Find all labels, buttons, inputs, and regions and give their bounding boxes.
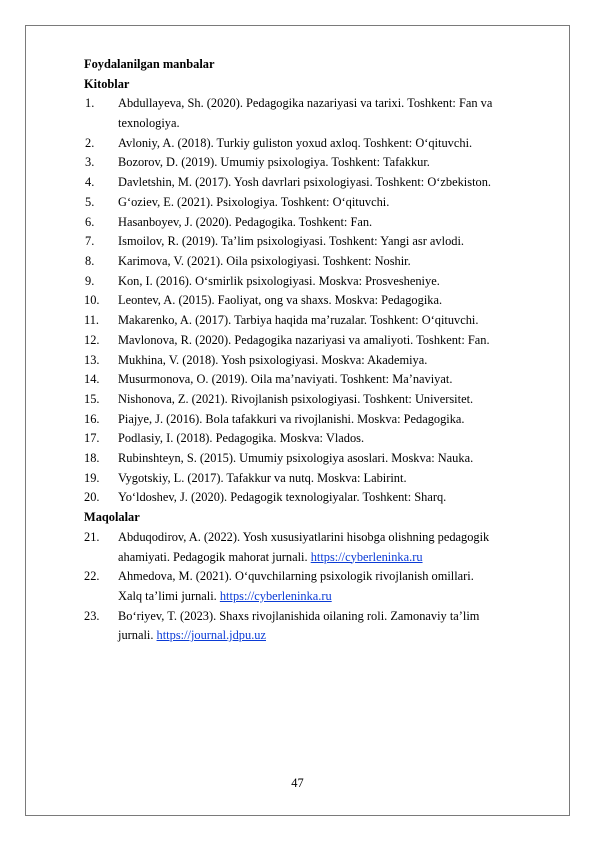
reference-text: Podlasiy, I. (2018). Pedagogika. Moskva: Vlados. xyxy=(118,431,365,446)
reference-text: Mukhina, V. (2018). Yosh psixologiyasi. Moskva: Akademiya. xyxy=(118,352,428,367)
reference-item xyxy=(84,94,548,133)
reference-item xyxy=(84,410,548,430)
reference-text: Ahmedova, M. (2021). O‘quvchilarning psixologik rivojlanish omillari. xyxy=(118,569,474,584)
reference-item xyxy=(84,390,548,410)
reference-item xyxy=(84,351,548,371)
reference-item xyxy=(84,291,548,311)
reference-item xyxy=(84,193,548,213)
reference-number: 5. xyxy=(85,194,95,209)
reference-text: Abduqodirov, A. (2022). Yosh xususiyatlarini hisobga olishning pedagogik xyxy=(118,529,490,544)
reference-number: 13. xyxy=(84,352,100,367)
reference-item xyxy=(84,528,548,567)
section-title: Foydalanilgan manbalar xyxy=(84,57,215,71)
reference-text: Bozorov, D. (2019). Umumiy psixologiya. Toshkent: Tafakkur. xyxy=(118,155,430,170)
reference-text: Mavlonova, R. (2020). Pedagogika nazariyasi va amaliyoti. Toshkent: Fan. xyxy=(118,332,490,347)
reference-item xyxy=(84,173,548,193)
reference-text: Abdullayeva, Sh. (2020). Pedagogika nazariyasi va tarixi. Toshkent: Fan va xyxy=(118,96,493,111)
reference-number: 21. xyxy=(84,529,100,544)
reference-item xyxy=(84,213,548,233)
reference-text: Nishonova, Z. (2021). Rivojlanish psixologiyasi. Toshkent: Universitet. xyxy=(118,391,474,406)
reference-number: 17. xyxy=(84,431,100,446)
reference-item xyxy=(84,429,548,449)
reference-text: Leontev, A. (2015). Faoliyat, ong va shaxs. Moskva: Pedagogika. xyxy=(118,293,443,308)
reference-item xyxy=(84,449,548,469)
reference-number: 9. xyxy=(85,273,95,288)
reference-item xyxy=(84,331,548,351)
reference-number: 23. xyxy=(84,608,100,623)
reference-text: Vygotskiy, L. (2017). Tafakkur va nutq. Moskva: Labirint. xyxy=(118,470,407,485)
reference-number: 15. xyxy=(84,391,100,406)
reference-number: 16. xyxy=(84,411,100,426)
reference-text: Rubinshteyn, S. (2015). Umumiy psixologiya asoslari. Moskva: Nauka. xyxy=(118,451,474,466)
reference-journal: Xalq ta’limi jurnali. xyxy=(118,588,220,603)
reference-number: 6. xyxy=(85,214,95,229)
reference-item xyxy=(84,252,548,272)
reference-number: 1. xyxy=(85,96,95,111)
articles-list xyxy=(84,528,548,646)
articles-heading: Maqolalar xyxy=(84,510,140,525)
books-list xyxy=(84,94,548,508)
reference-number: 12. xyxy=(84,332,100,347)
reference-journal: ahamiyati. Pedagogik mahorat jurnali. xyxy=(118,549,311,564)
reference-text: Hasanboyev, J. (2020). Pedagogika. Toshkent: Fan. xyxy=(118,214,373,229)
reference-text: Yo‘ldoshev, J. (2020). Pedagogik texnologiyalar. Toshkent: Sharq. xyxy=(118,490,447,505)
books-heading: Kitoblar xyxy=(84,76,130,91)
reference-item xyxy=(84,370,548,390)
reference-number: 4. xyxy=(85,175,95,190)
reference-number: 20. xyxy=(84,490,100,505)
reference-number: 8. xyxy=(85,254,95,268)
reference-number: 22. xyxy=(84,569,100,584)
reference-text: Musurmonova, O. (2019). Oila ma’naviyati. Toshkent: Ma’naviyat. xyxy=(118,372,453,387)
reference-text: Ismoilov, R. (2019). Ta’lim psixologiyasi. Toshkent: Yangi asr avlodi. xyxy=(118,234,464,249)
reference-link[interactable]: https://cyberleninka.ru xyxy=(310,549,423,564)
reference-link[interactable]: https://cyberleninka.ru xyxy=(219,588,332,603)
reference-text: Karimova, V. (2021). Oila psixologiyasi. Toshkent: Noshir. xyxy=(118,254,411,268)
reference-item xyxy=(84,272,548,292)
reference-text: Davletshin, M. (2017). Yosh davrlari psixologiyasi. Toshkent: O‘zbekiston. xyxy=(118,175,492,190)
reference-text: Avloniy, A. (2018). Turkiy guliston yoxud axloq. Toshkent: O‘qituvchi. xyxy=(118,135,473,150)
reference-number: 3. xyxy=(85,155,95,170)
document-body xyxy=(84,55,548,646)
reference-text: G‘oziev, E. (2021). Psixologiya. Toshkent: O‘qituvchi. xyxy=(118,194,390,209)
reference-item xyxy=(84,232,548,252)
reference-text-line2 xyxy=(118,626,548,646)
reference-item xyxy=(84,469,548,489)
reference-item xyxy=(84,134,548,154)
reference-text: Kon, I. (2016). O‘smirlik psixologiyasi. Moskva: Prosvesheniye. xyxy=(118,273,440,288)
reference-item xyxy=(84,567,548,606)
reference-item xyxy=(84,488,548,508)
reference-number: 2. xyxy=(85,135,95,150)
reference-text: Makarenko, A. (2017). Tarbiya haqida ma’ruzalar. Toshkent: O‘qituvchi. xyxy=(118,313,479,328)
reference-journal: jurnali. xyxy=(118,628,157,643)
page-number: 47 xyxy=(291,776,304,790)
reference-item xyxy=(84,607,548,646)
reference-number: 10. xyxy=(84,293,100,308)
reference-link[interactable]: https://journal.jdpu.uz xyxy=(156,628,266,643)
reference-number: 19. xyxy=(84,470,100,485)
reference-text-line2 xyxy=(118,548,548,568)
reference-text: Bo‘riyev, T. (2023). Shaxs rivojlanishida oilaning roli. Zamonaviy ta’lim xyxy=(118,608,480,623)
reference-text: Piajye, J. (2016). Bola tafakkuri va rivojlanishi. Moskva: Pedagogika. xyxy=(118,411,465,426)
reference-number: 7. xyxy=(85,234,95,249)
reference-text-line2 xyxy=(118,587,548,607)
reference-number: 11. xyxy=(84,313,100,328)
reference-number: 18. xyxy=(84,451,100,466)
reference-text: texnologiya. xyxy=(118,116,180,131)
reference-item xyxy=(84,153,548,173)
reference-item xyxy=(84,311,548,331)
reference-number: 14. xyxy=(84,372,100,387)
